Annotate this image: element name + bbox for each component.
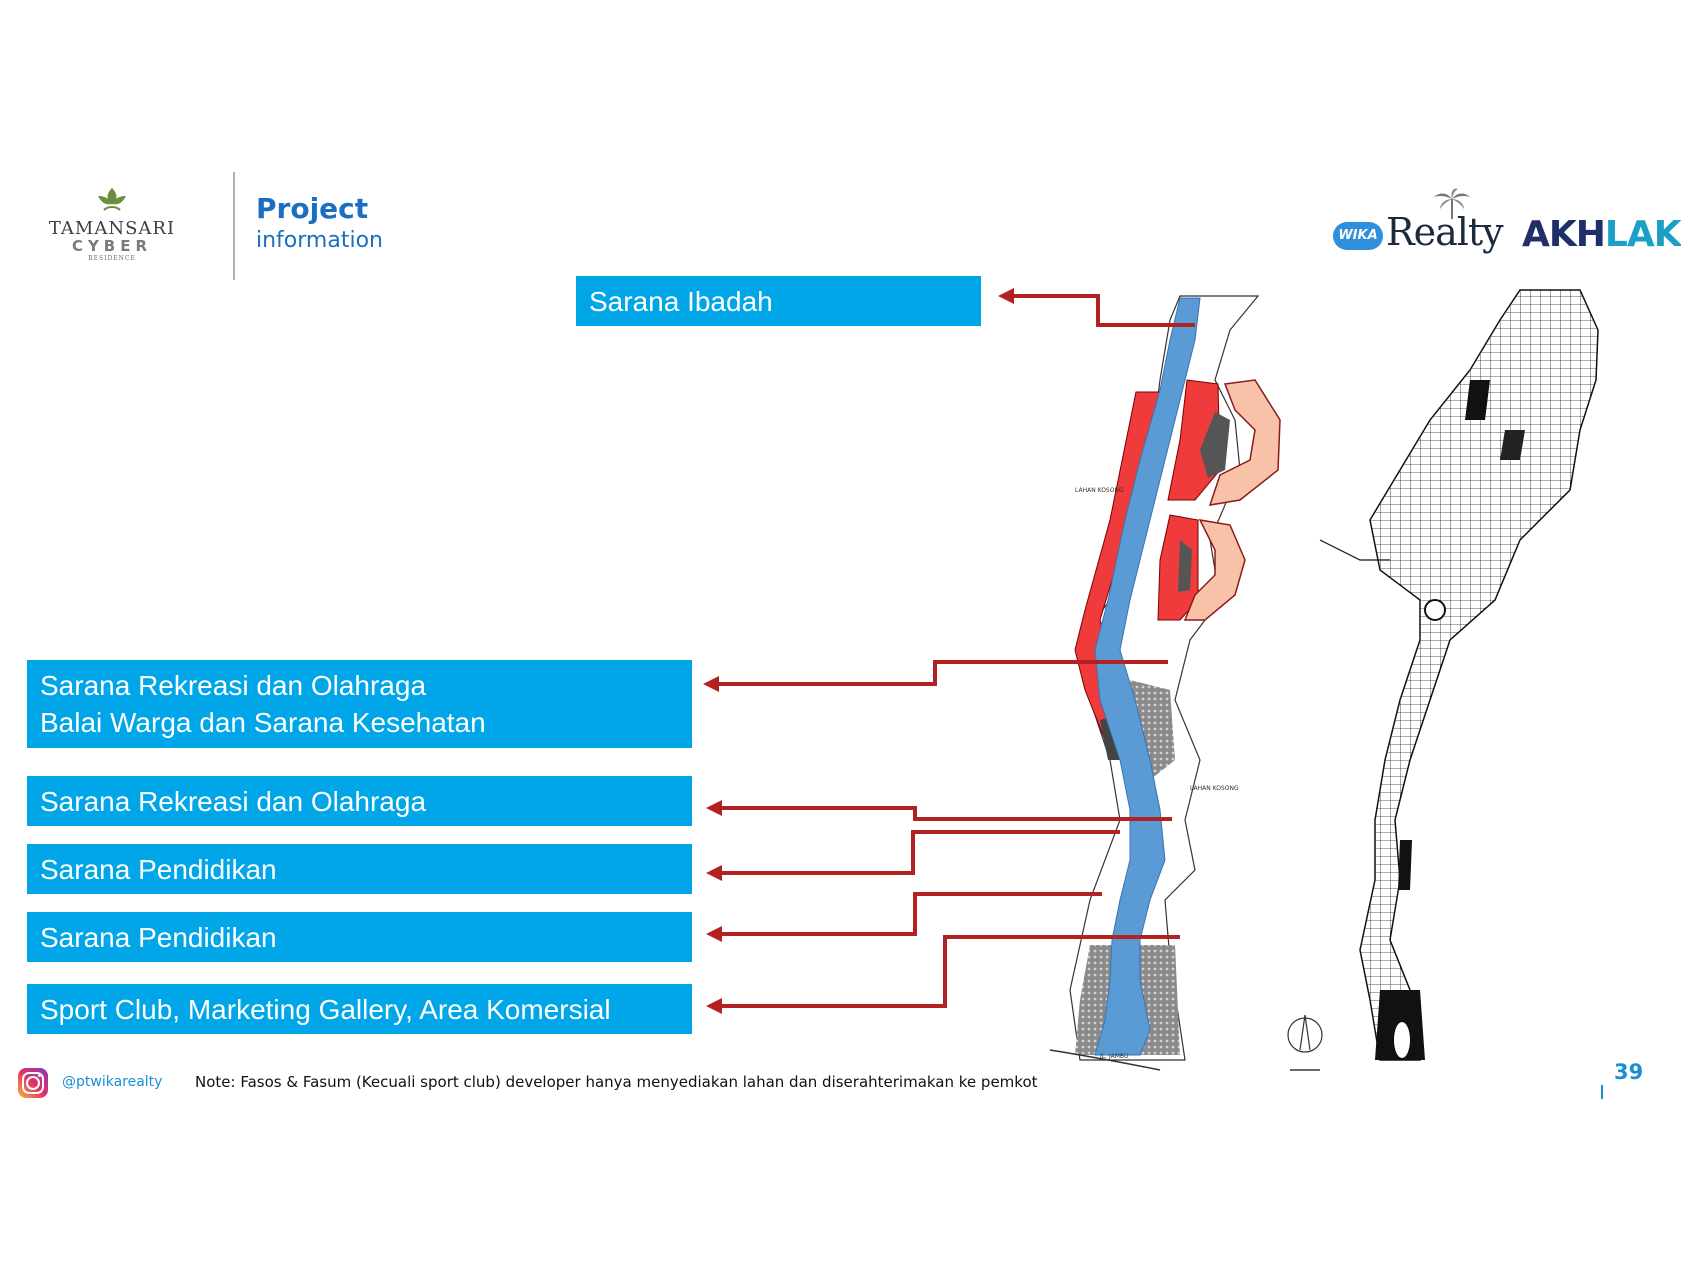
logo-line-3: RESIDENCE — [88, 255, 136, 262]
arrow-pendidikan-2 — [718, 894, 1102, 934]
lahan-kosong-label-2: LAHAN KOSONG — [1190, 785, 1239, 792]
label-rekreasi-balai-line2: Balai Warga dan Sarana Kesehatan — [40, 707, 486, 738]
north-arrow-icon — [1288, 1015, 1322, 1070]
page-subtitle: information — [256, 228, 383, 253]
arrow-heads — [703, 288, 1014, 1014]
akhlak-logo-part1: AKH — [1522, 214, 1605, 255]
arrowhead-pendidikan-1 — [706, 865, 722, 881]
instagram-handle[interactable]: @ptwikarealty — [62, 1074, 163, 1090]
instagram-icon-lens — [26, 1076, 40, 1090]
label-rekreasi-olahraga-text: Sarana Rekreasi dan Olahraga — [40, 785, 427, 817]
label-rekreasi-olahraga — [27, 776, 692, 826]
realty-logo-text: Realty — [1386, 210, 1503, 254]
arrowhead-pendidikan-2 — [706, 926, 722, 942]
master-plan-right — [1320, 290, 1598, 1060]
label-sport-club — [27, 984, 692, 1034]
label-rekreasi-balai-line1: Sarana Rekreasi dan Olahraga — [40, 670, 427, 701]
page-number: 39 — [1614, 1060, 1644, 1084]
label-pendidikan-1 — [27, 844, 692, 894]
arrowhead-sport-club — [706, 998, 722, 1014]
label-pendidikan-1-text: Sarana Pendidikan — [40, 853, 277, 885]
label-pendidikan-2 — [27, 912, 692, 962]
logo-line-2: CYBER — [71, 237, 153, 255]
arrowhead-rekreasi-balai — [703, 676, 719, 692]
arrowhead-rekreasi — [706, 800, 722, 816]
label-rekreasi-balai — [27, 660, 692, 748]
label-sport-club-text: Sport Club, Marketing Gallery, Area Komersial — [40, 993, 611, 1025]
footnote: Note: Fasos & Fasum (Kecuali sport club) developer hanya menyediakan lahan dan diserahterimakan ke pemkot — [195, 1073, 1038, 1091]
page-title: Project — [256, 192, 369, 225]
label-sarana-ibadah-text: Sarana Ibadah — [589, 285, 773, 317]
arrow-pendidikan-1 — [718, 832, 1120, 873]
label-pendidikan-2-text: Sarana Pendidikan — [40, 921, 277, 953]
akhlak-logo-part2: LAK — [1604, 214, 1681, 255]
label-sarana-ibadah — [576, 276, 981, 326]
page-number-marker — [1601, 1085, 1603, 1099]
lahan-kosong-label-1: LAHAN KOSONG — [1075, 487, 1124, 494]
arrow-rekreasi — [718, 808, 1172, 819]
arrow-ibadah — [1010, 296, 1195, 325]
road-label: JL. JAMBU — [1100, 1053, 1129, 1060]
instagram-icon-dot — [38, 1074, 41, 1077]
logo-line-1: TAMANSARI — [48, 218, 176, 239]
wika-logo: WIKA — [1333, 222, 1383, 250]
instagram-icon[interactable] — [18, 1068, 48, 1098]
arrowhead-ibadah — [998, 288, 1014, 304]
